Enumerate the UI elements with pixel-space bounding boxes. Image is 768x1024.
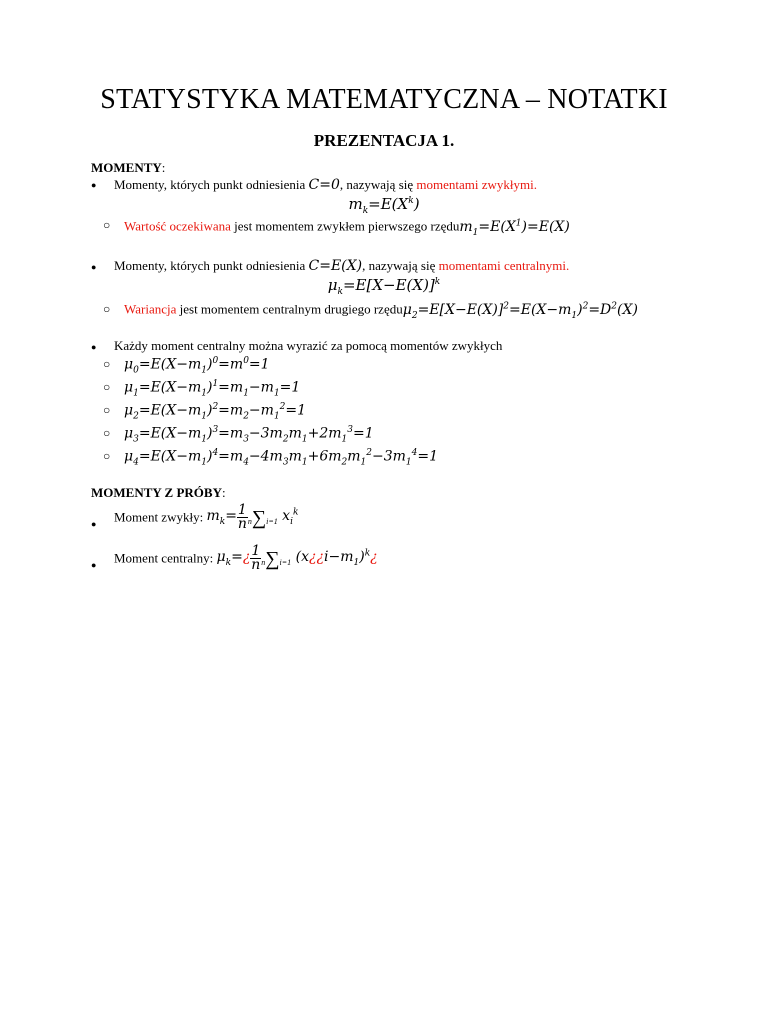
formula-mk: $m_k=E(X^k)$	[348, 195, 420, 216]
bullet-sample-central-moment: Moment centralny: $\mu_k=¿$ $\frac{1}{n}$ n∑i=1 $(x¿¿i-m_1)^k¿$	[114, 543, 378, 573]
circle-bullet-icon: ○	[103, 449, 111, 463]
bullet-moments-ordinary: Momenty, których punkt odniesienia C=0, nazywają się momentami zwykłymi.	[114, 177, 537, 193]
bullet-icon: ●	[91, 560, 97, 570]
formula-mu0: $\mu_0=E(X-m_1)^0=m^0=1$	[124, 356, 270, 376]
circle-bullet-icon: ○	[103, 403, 111, 417]
circle-bullet-icon: ○	[103, 218, 111, 232]
bullet-icon: ●	[91, 342, 97, 352]
bullet-icon: ●	[91, 180, 97, 190]
section-heading-momenty: MOMENTY:	[91, 160, 166, 175]
math-c-equals-zero: C=0	[308, 177, 340, 193]
circle-bullet-icon: ○	[103, 302, 111, 316]
formula-mu3: $\mu_3=E(X-m_1)^3=m_3-3m_2m_1+2m_1^3=1$	[124, 425, 374, 445]
bullet-icon: ●	[91, 262, 97, 272]
page-title: STATYSTYKA MATEMATYCZNA – NOTATKI	[100, 84, 668, 115]
section-heading-proby: MOMENTY Z PRÓBY:	[91, 485, 226, 500]
sub-bullet-expected-value: Wartość oczekiwana jest momentem zwykłem pierwszego $rzędum_1=E(X^1)=E(X)$	[124, 218, 570, 238]
bullet-moments-central: Momenty, których punkt odniesienia C=E(X), nazywają się momentami centralnymi.	[114, 258, 570, 274]
formula-mu2: $\mu_2=E(X-m_1)^2=m_2-m_1^2=1$	[124, 402, 307, 422]
circle-bullet-icon: ○	[103, 426, 111, 440]
formula-mu1: $\mu_1=E(X-m_1)^1=m_1-m_1=1$	[124, 379, 301, 399]
bullet-sample-ordinary-moment: Moment zwykły: $m_k=$ $\frac{1}{n}$ n∑i=1 $x_i^k$	[114, 502, 299, 532]
circle-bullet-icon: ○	[103, 380, 111, 394]
bullet-central-via-ordinary: Każdy moment centralny można wyrazić za pomocą momentów zwykłych	[114, 338, 503, 353]
formula-muk: $\mu_k=E[X-E(X)]^k$	[327, 276, 441, 297]
circle-bullet-icon: ○	[103, 357, 111, 371]
bullet-icon: ●	[91, 519, 97, 529]
formula-mu4: $\mu_4=E(X-m_1)^4=m_4-4m_3m_1+6m_2m_1^2-3m_1^4=1$	[124, 448, 439, 468]
page-subtitle: PREZENTACJA 1.	[313, 131, 455, 150]
sub-bullet-variance: Wariancja jest momentem centralnym drugiego $rzędu\mu_2=E[X-E(X)]^2=E(X-m_1)^2=D^2(X)$	[124, 301, 638, 321]
